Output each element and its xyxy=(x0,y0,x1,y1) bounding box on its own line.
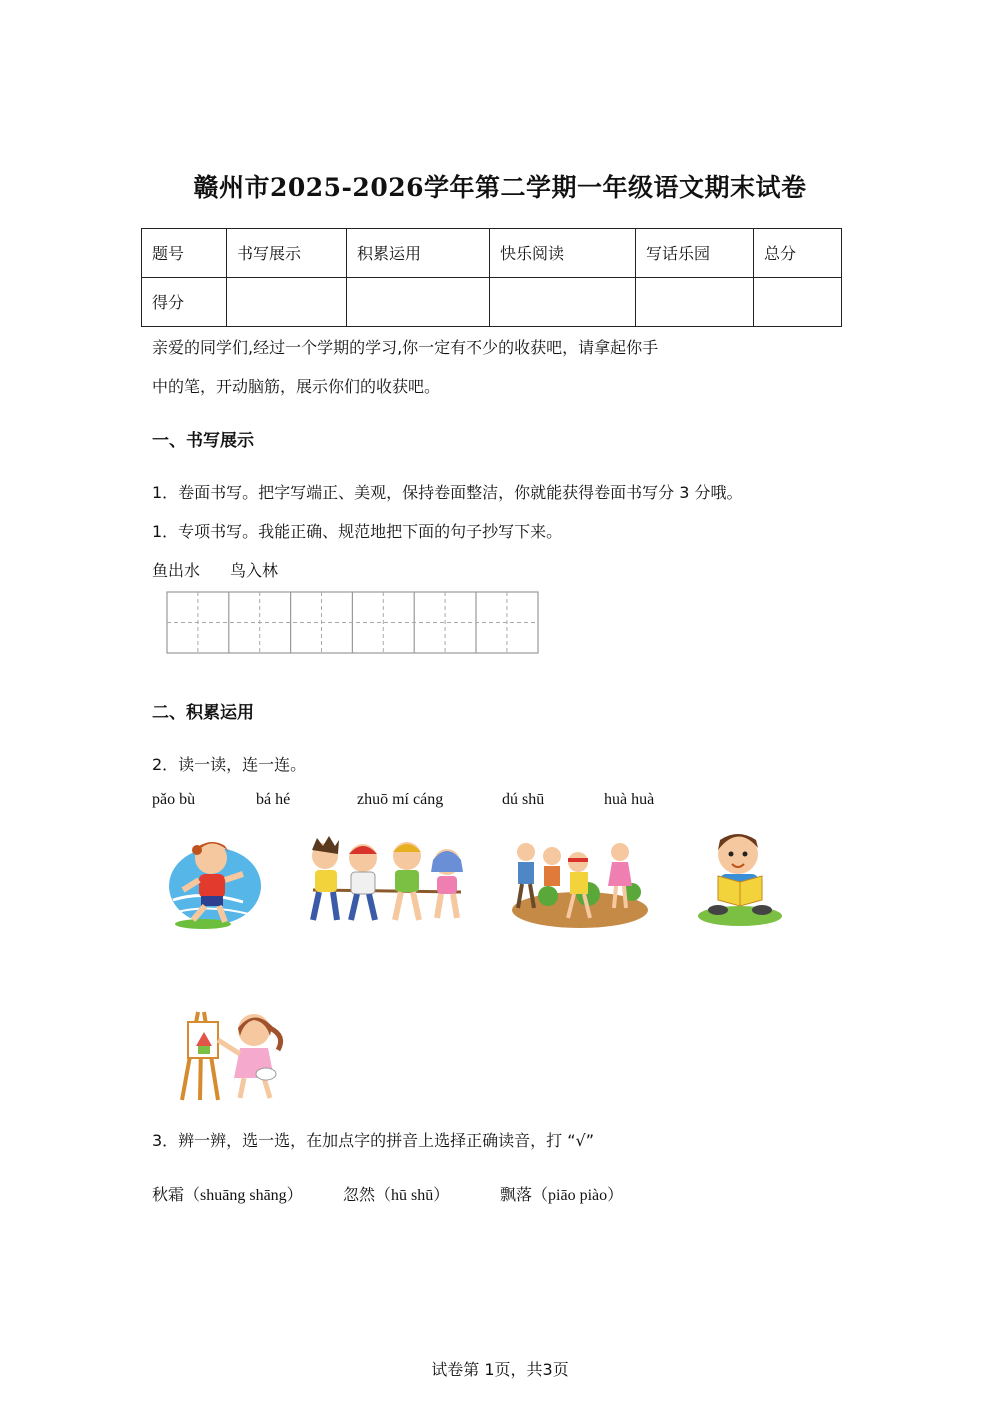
score-header-cell: 总分 xyxy=(754,229,842,278)
score-table xyxy=(141,228,842,327)
choice-pinyin[interactable]: （hū shū） xyxy=(375,1187,450,1204)
score-header-cell: 书写展示 xyxy=(227,229,347,278)
score-cell[interactable] xyxy=(636,278,754,327)
hide-and-seek-image xyxy=(508,832,650,928)
score-cell[interactable] xyxy=(490,278,636,327)
choice-item-3 xyxy=(500,1182,623,1205)
pinyin-huahua: huà huà xyxy=(604,791,655,808)
choice-pinyin[interactable]: （piāo piào） xyxy=(532,1187,624,1204)
choice-pinyin[interactable]: （shuāng shāng） xyxy=(184,1187,303,1204)
question-1b-text: 1．专项书写。我能正确、规范地把下面的句子抄写下来。 xyxy=(152,522,563,541)
pinyin-zhuomicang: zhuō mí cáng xyxy=(357,791,444,808)
tug-of-war-image xyxy=(303,832,468,930)
intro-line-1: 亲爱的同学们,经过一个学期的学习,你一定有不少的收获吧，请拿起你手 xyxy=(152,338,659,357)
question-2-text: 2．读一读，连一连。 xyxy=(152,755,307,774)
choice-word: 飘落 xyxy=(500,1185,533,1204)
writing-grid[interactable] xyxy=(166,591,540,655)
choice-word: 忽然 xyxy=(343,1185,376,1204)
page-footer: 试卷第 1页，共3页 xyxy=(431,1360,569,1379)
running-kid-image xyxy=(163,830,261,930)
page-title: 赣州市2025-2026学年第二学期一年级语文期末试卷 xyxy=(193,173,807,202)
pinyin-dushu: dú shū xyxy=(502,791,545,808)
question-1-text: 1．卷面书写。把字写端正、美观，保持卷面整洁，你就能获得卷面书写分 3 分哦。 xyxy=(152,483,743,502)
score-header-cell: 题号 xyxy=(142,229,227,278)
choice-word: 秋霜 xyxy=(152,1185,185,1204)
score-cell[interactable] xyxy=(227,278,347,327)
choice-item-1 xyxy=(152,1182,303,1205)
score-cell[interactable] xyxy=(754,278,842,327)
copy-phrase-2: 鸟入林 xyxy=(230,561,279,580)
score-table-header-row xyxy=(142,229,842,278)
score-row-label: 得分 xyxy=(142,278,227,327)
question-3-text: 3．辨一辨，选一选，在加点字的拼音上选择正确读音，打 “√” xyxy=(152,1131,595,1150)
section1-heading: 一、书写展示 xyxy=(152,431,254,451)
pinyin-bahe: bá hé xyxy=(256,791,291,808)
score-header-cell: 快乐阅读 xyxy=(490,229,636,278)
pinyin-paobu: pǎo bù xyxy=(152,791,196,808)
score-header-cell: 写话乐园 xyxy=(636,229,754,278)
score-cell[interactable] xyxy=(347,278,490,327)
section2-heading: 二、积累运用 xyxy=(152,703,254,723)
painting-girl-image xyxy=(174,1006,288,1102)
score-table-score-row xyxy=(142,278,842,327)
choice-item-2 xyxy=(343,1182,449,1205)
score-header-cell: 积累运用 xyxy=(347,229,490,278)
intro-line-2: 中的笔，开动脑筋，展示你们的收获吧。 xyxy=(152,377,441,396)
reading-boy-image xyxy=(696,824,784,928)
copy-phrase-1: 鱼出水 xyxy=(152,561,201,580)
